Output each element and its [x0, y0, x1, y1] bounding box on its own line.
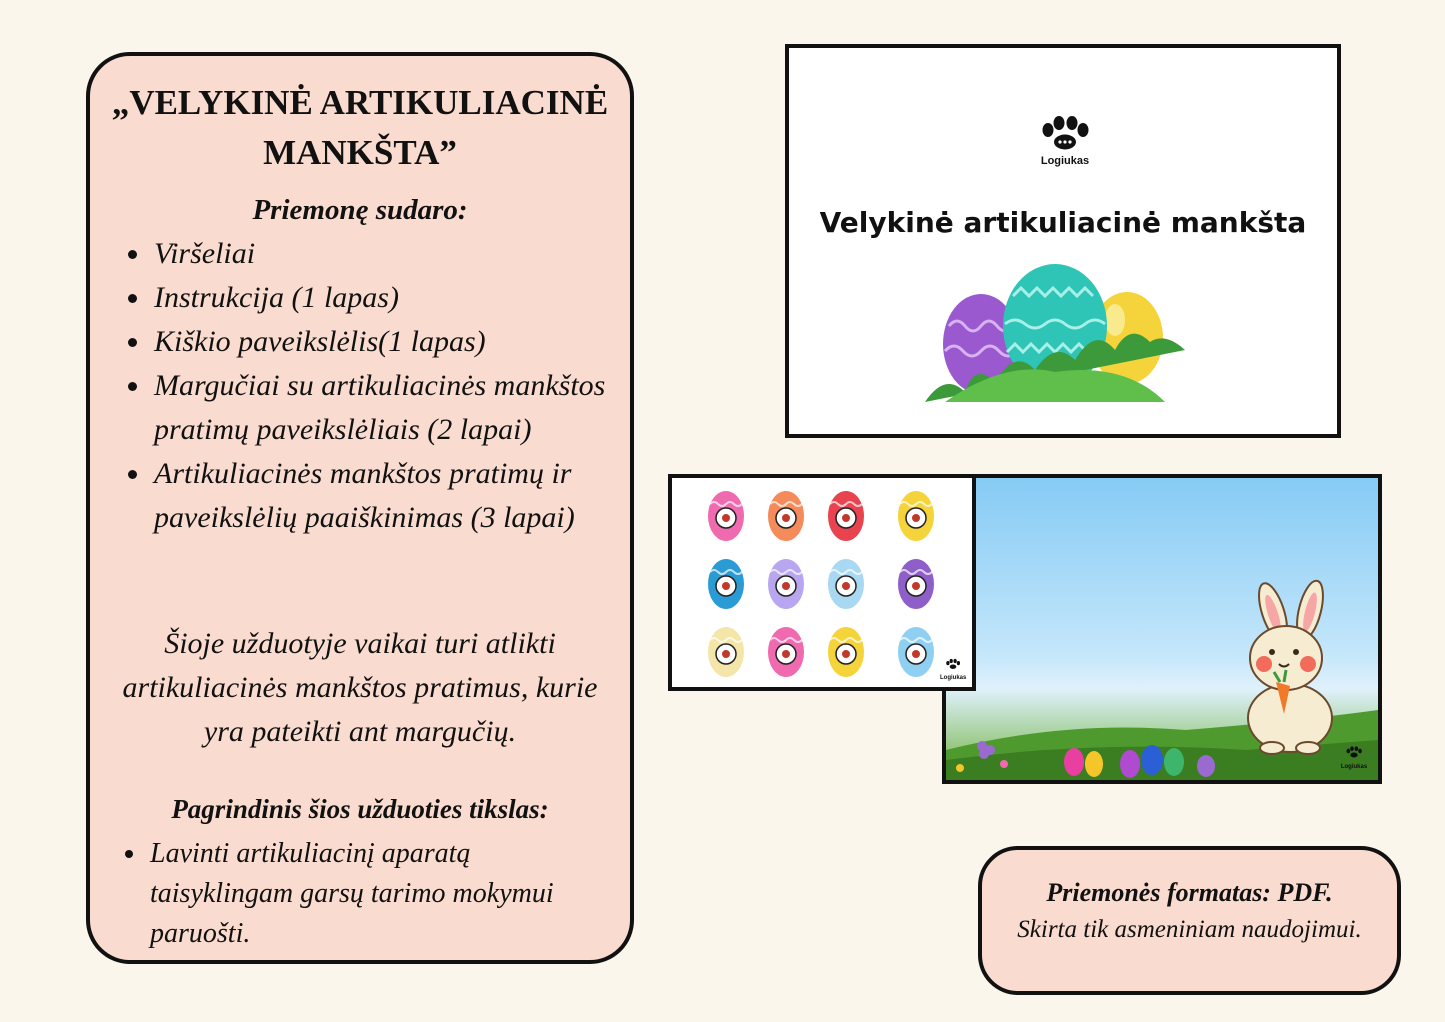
components-heading: Priemonę sudaro: — [252, 194, 468, 226]
egg-card — [768, 627, 804, 677]
egg-card — [898, 491, 934, 541]
paw-icon — [944, 658, 962, 670]
bunny-page-preview — [942, 474, 1382, 784]
logo-text: Logiukas — [940, 675, 967, 681]
list-item: • Instrukcija (1 lapas) — [152, 276, 622, 320]
egg-card — [708, 559, 744, 609]
description-text: Šioje užduotyje vaikai turi atlikti artikuliacinės mankštos pratimus, kurie yra pateikti ant margučių. — [122, 627, 598, 748]
exercise-picture — [912, 582, 920, 590]
logo — [1035, 116, 1095, 167]
egg-card — [828, 491, 864, 541]
logo — [940, 657, 966, 681]
product-title — [90, 78, 630, 178]
egg-card — [898, 627, 934, 677]
goal-heading: Pagrindinis šios užduoties tikslas: — [171, 794, 549, 824]
list-item: • Kiškio paveikslėlis(1 lapas) — [152, 320, 622, 364]
easter-eggs-illustration — [925, 256, 1185, 408]
cover-title: Velykinė artikuliacinė mankšta — [819, 206, 1307, 239]
egg-card — [708, 627, 744, 677]
format-line: Priemonės formatas: PDF. — [1046, 878, 1333, 907]
logo — [1340, 745, 1368, 770]
info-panel — [86, 52, 634, 964]
list-item: • Lavinti artikuliacinį aparatą taisyklingam garsų tarimo mokymui paruošti. — [148, 834, 588, 954]
exercise-picture — [722, 650, 730, 658]
logo-text: Logiukas — [1340, 764, 1368, 770]
exercise-picture — [782, 582, 790, 590]
egg-card — [828, 559, 864, 609]
components-list — [90, 232, 622, 540]
logo-text: Logiukas — [1040, 155, 1090, 167]
egg-card — [768, 491, 804, 541]
egg-card — [708, 491, 744, 541]
list-item: • Artikuliacinės mankštos pratimų ir paveikslėlių paaiškinimas (3 lapai) — [152, 452, 622, 540]
exercise-picture — [912, 650, 920, 658]
list-item: • Margučiai su artikuliacinės mankštos pratimų paveikslėliais (2 lapai) — [152, 364, 622, 452]
exercise-picture — [782, 514, 790, 522]
exercise-picture — [722, 514, 730, 522]
egg-card — [898, 559, 934, 609]
list-item: • Viršeliai — [152, 232, 622, 276]
egg-grid — [672, 478, 972, 687]
paw-icon — [1344, 745, 1364, 759]
exercise-picture — [912, 514, 920, 522]
product-title-line1: „VELYKINĖ ARTIKULIACINĖ — [111, 83, 609, 122]
exercise-picture — [722, 582, 730, 590]
product-title-line2: MANKŠTA” — [263, 133, 457, 172]
egg-card — [828, 627, 864, 677]
egg-sheet-preview — [668, 474, 976, 691]
exercise-picture — [782, 650, 790, 658]
egg-card — [768, 559, 804, 609]
exercise-picture — [842, 650, 850, 658]
exercise-picture — [842, 514, 850, 522]
bunny-illustration — [1248, 578, 1332, 754]
paw-icon — [1035, 116, 1095, 150]
format-box — [978, 846, 1401, 995]
exercise-picture — [842, 582, 850, 590]
goal-list — [90, 834, 588, 954]
cover-preview — [785, 44, 1341, 438]
bunny-scene — [946, 478, 1378, 780]
usage-note: Skirta tik asmeniniam naudojimui. — [1017, 916, 1362, 943]
